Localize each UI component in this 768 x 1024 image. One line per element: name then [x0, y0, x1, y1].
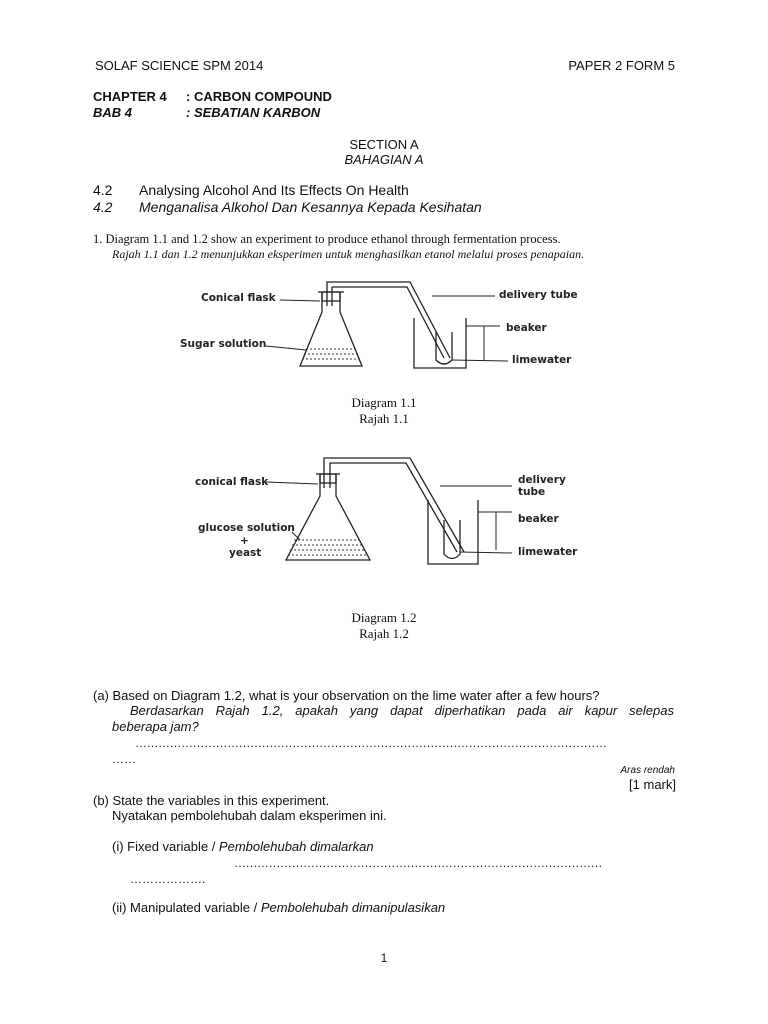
diagram-1-2-label-tube: tube — [518, 486, 546, 498]
chapter-title-en: : CARBON COMPOUND — [186, 89, 332, 104]
diagram-1-2-label-conical-flask: conical flask — [195, 476, 269, 488]
question-text-ms: Rajah 1.1 dan 1.2 menunjukkan eksperimen untuk menghasilkan etanol melalui proses penapaian. — [112, 247, 585, 261]
part-a-difficulty-level: Aras rendah — [620, 765, 675, 776]
part-b-ii-label-ms: Pembolehubah dimanipulasikan — [260, 900, 446, 915]
diagram-1-2-label-delivery: delivery — [518, 474, 566, 486]
diagram-1-1-label-limewater: limewater — [512, 354, 572, 366]
section-title-ms: BAHAGIAN A — [344, 152, 424, 167]
part-b-i-label-ms: Pembolehubah dimalarkan — [218, 839, 374, 854]
diagram-1-1-label-conical-flask: Conical flask — [201, 292, 276, 304]
chapter-label-ms: BAB 4 — [93, 105, 133, 120]
part-a-answer-line2[interactable]: …… — [112, 752, 136, 766]
diagram-1-2-label-plus: + — [240, 535, 249, 547]
part-a-question-en: (a) Based on Diagram 1.2, what is your observation on the lime water after a few hours? — [93, 688, 600, 703]
part-b-i-label — [112, 839, 374, 854]
part-a-mark: [1 mark] — [629, 777, 676, 792]
section-title-en: SECTION A — [349, 137, 419, 152]
header-right: PAPER 2 FORM 5 — [568, 58, 675, 73]
part-b-question-ms: Nyatakan pembolehubah dalam eksperimen ini. — [112, 808, 387, 823]
diagram-1-2-caption-en: Diagram 1.2 — [351, 610, 417, 625]
diagram-1-1-apparatus — [0, 270, 768, 380]
diagram-1-1-label-beaker: beaker — [506, 322, 547, 334]
part-b-i-answer-line2[interactable]: ………………. — [130, 872, 206, 886]
diagram-1-1-label-delivery-tube: delivery tube — [499, 289, 578, 301]
diagram-1-2-label-glucose-solution: glucose solution — [198, 522, 295, 534]
part-a-question-ms-line1: Berdasarkan Rajah 1.2, apakah yang dapat diperhatikan pada air kapur selepas — [130, 703, 674, 718]
diagram-1-2-apparatus — [0, 450, 768, 570]
page-number: 1 — [380, 951, 388, 965]
diagram-1-2-label-limewater: limewater — [518, 546, 578, 558]
topic-number-en: 4.2 — [93, 182, 113, 198]
diagram-1-1-label-sugar-solution: Sugar solution — [180, 338, 267, 350]
part-a-question-ms-line2: beberapa jam? — [112, 719, 199, 734]
chapter-title-ms: : SEBATIAN KARBON — [186, 105, 321, 120]
part-b-ii-label-en: (ii) Manipulated variable / — [112, 900, 261, 915]
diagram-1-1-caption-en: Diagram 1.1 — [351, 395, 417, 410]
diagram-1-2-label-yeast: yeast — [229, 547, 262, 559]
header-left: SOLAF SCIENCE SPM 2014 — [95, 58, 264, 73]
part-b-ii-label — [112, 900, 445, 915]
topic-title-en: Analysing Alcohol And Its Effects On Health — [139, 182, 409, 198]
topic-number-ms: 4.2 — [93, 199, 113, 215]
diagram-1-1-caption-ms: Rajah 1.1 — [359, 411, 409, 426]
part-b-question-en: (b) State the variables in this experiment. — [93, 793, 330, 808]
part-a-answer-line1[interactable]: …………………………………………………………………………………………………………… — [135, 736, 607, 750]
diagram-1-2-caption-ms: Rajah 1.2 — [359, 626, 409, 641]
part-b-i-label-en: (i) Fixed variable / — [112, 839, 219, 854]
diagram-1-2-label-beaker: beaker — [518, 513, 559, 525]
question-text-en: 1. Diagram 1.1 and 1.2 show an experiment to produce ethanol through fermentation process. — [93, 232, 561, 246]
chapter-label-en: CHAPTER 4 — [93, 89, 167, 104]
part-b-i-answer-line1[interactable]: …………………………………………………………………………………… — [234, 856, 602, 870]
topic-title-ms: Menganalisa Alkohol Dan Kesannya Kepada Kesihatan — [139, 199, 482, 215]
